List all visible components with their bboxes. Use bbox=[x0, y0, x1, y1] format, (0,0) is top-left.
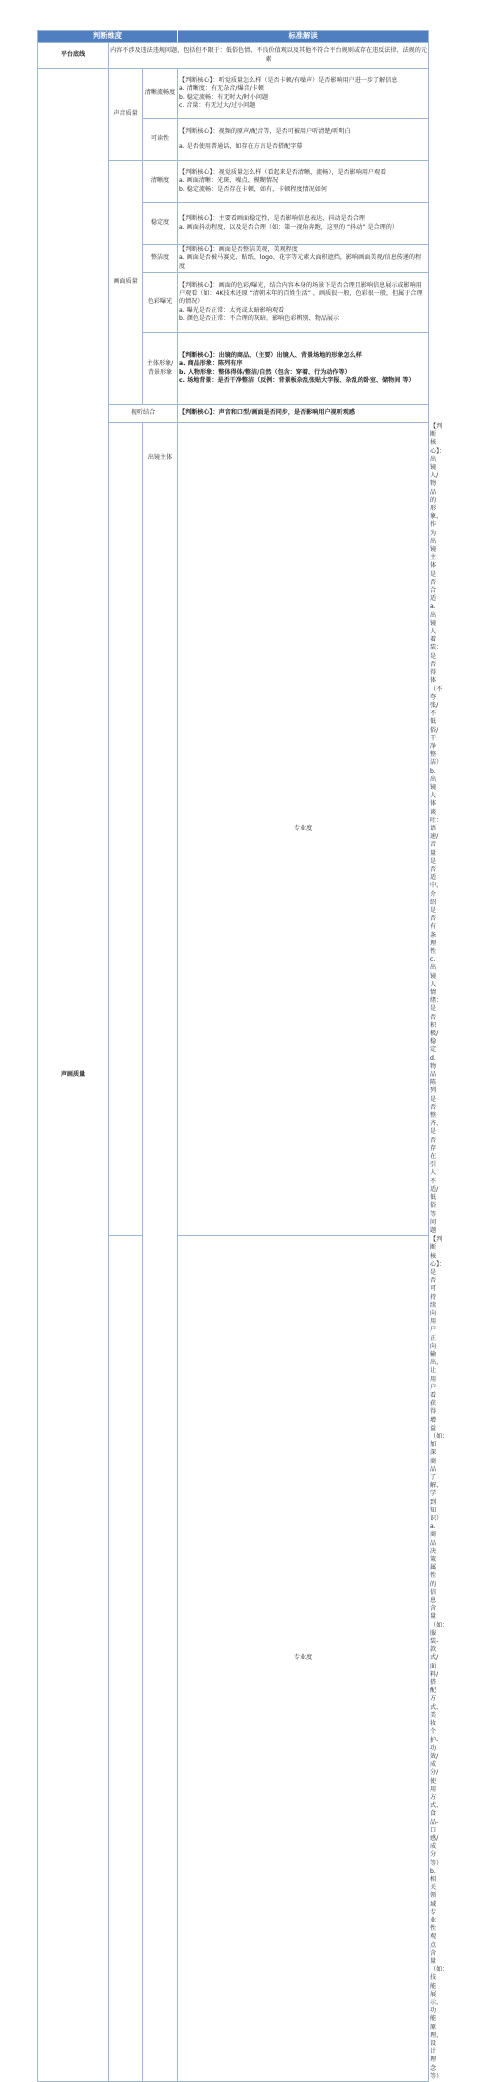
picture-subject-label: 主体形象/背景形象 bbox=[143, 333, 178, 405]
row-bottomline bbox=[38, 43, 429, 69]
text-line: b. 稳定流畅：是否存在卡顿，如有，卡顿程度情况如何 bbox=[179, 185, 327, 193]
text-line: 【判断核心】：视频的原声/配音等，是否可被用户听清楚/听明白 bbox=[179, 128, 351, 136]
evaluation-table bbox=[37, 30, 449, 2082]
header-dimension: 判断维度 bbox=[38, 31, 178, 43]
picture-subject-desc bbox=[178, 333, 429, 405]
sound-quality-label: 声音质量 bbox=[109, 69, 143, 161]
text-line: a. 画面清晰：光斑、噪点、模糊情况 bbox=[179, 177, 279, 185]
picture-cleanliness-desc bbox=[178, 245, 429, 273]
bottomline-text: 内容不涉及违法违规问题，包括但不限于：低俗色情、不良价值观以及其他不符合平台规则或存在违反法律、法规的元素 bbox=[109, 43, 429, 69]
sound-clarity-desc bbox=[178, 69, 429, 119]
text-line: b. 颜色是否正常：不合理的灰暗，影响色彩辨别、物品展示 bbox=[179, 314, 340, 322]
picture-stability-label: 稳定度 bbox=[143, 203, 178, 245]
presenter-spacer-2 bbox=[109, 1236, 143, 2082]
header-row bbox=[38, 31, 429, 43]
text-line: c. 场地背景：是否干净整洁（反例：背景板杂乱张贴大字报、杂乱的卧室、储物间 等） bbox=[179, 376, 415, 384]
text-line: 【判断核心】：主要看画面稳定性，是否影响信息表达，抖动是否合理 bbox=[179, 215, 365, 223]
text-line: a. 画面抖动程度，以及是否合理（如：第一视角奔跑，这里的 “抖动” 是合理的） bbox=[179, 223, 398, 231]
row-presenter-pro2: 专业度 【判断核心】：是否可持续向用户正向输出，让用户看获得增益（如：加深商品了解、学到知识） a.商品决策属性的信息含量（如：服装-款式/面料/搭配方式、美妆个护-功效/成分/使用方式、食品-口感/成分 等） b.相关领域专业性观点含量（如：技能展示、功能原理、设计理念 等） bbox=[38, 1236, 429, 2082]
sound-clarity-label: 清晰流畅度 bbox=[143, 69, 178, 119]
av-quality-label: 声画质量 bbox=[38, 69, 109, 2082]
picture-cleanliness-label: 整洁度 bbox=[143, 245, 178, 273]
text-line: 【判断核心】：视觉质量怎么样（看起来是否清晰、流畅），是否影响用户观看 bbox=[179, 169, 387, 177]
picture-color-desc bbox=[178, 273, 429, 333]
picture-color-label: 色彩曝光 bbox=[143, 273, 178, 333]
text-line: 【判断核心】：听觉质量怎么样（是否卡顿/有噪声）是否影响用户进一步了解信息 bbox=[179, 77, 398, 85]
text-line: c. 音量：有无过大/过小问题 bbox=[179, 101, 256, 109]
bottomline-label: 平台底线 bbox=[38, 43, 109, 69]
row-sound-clarity bbox=[38, 69, 429, 119]
text-line: b. 稳定流畅：有无时大/时小问题 bbox=[179, 93, 269, 101]
text-line: b. 人物形象：整体得体/整洁/自然（包含：穿着、行为动作等） bbox=[179, 368, 351, 376]
text-line: a. 画面是否被马赛克、贴纸、logo、花字等元素大面积遮挡，影响画面美观/信息传递的程度 bbox=[179, 254, 422, 270]
text-line: a. 清晰度：有无杂音/爆音/卡顿 bbox=[179, 85, 264, 93]
combo-desc: 【判断核心】：声音和口型/画面是否同步，是否影响用户视听观感 bbox=[178, 405, 429, 423]
text-line: a. 是否使用普通话，如存在方言是否搭配字幕 bbox=[179, 142, 303, 150]
picture-clarity-label: 清晰度 bbox=[143, 161, 178, 203]
header-interpretation: 标准解读 bbox=[178, 31, 429, 43]
text-line: a. 商品形象：陈列有序 bbox=[179, 360, 243, 368]
row-presenter-pro1: 出镜主体 专业度 【判断核心】：出镜人/物品的形象，作为出镜主体是否合适 a.出镜人着装：是否得体（不夸张/不低俗/干净整洁） b.出镜人体谈吐：语速/音量是否适中，介绍是否有条理性 c.出镜人情绪：是否积极/稳定 d.物品陈列是否整齐，是否存在引人不适/低俗等问题 bbox=[38, 423, 429, 1236]
combo-label: 视听结合 bbox=[109, 405, 178, 423]
text-line: a. 曝光是否正常：太亮或太暗影响观看 bbox=[179, 306, 285, 314]
presenter-pro1-label: 专业度 bbox=[178, 423, 429, 1236]
picture-stability-desc bbox=[178, 203, 429, 245]
presenter-pro2-label: 专业度 bbox=[178, 1236, 429, 2082]
text-line: 【判断核心】：画面的色彩/曝光，结合内容本身的场景下是否合理且影响信息展示或影响用户观看（如：4K技术还原 “清朝末年的百姓生活” ，画质很一般，色彩很一般，但属于合理的情况） bbox=[179, 281, 423, 306]
text-line: 【判断核心】：画面是否整洁美观，美观程度 bbox=[179, 246, 298, 254]
picture-quality-label: 画面质量 bbox=[109, 161, 143, 405]
sound-audibility-label: 可读性 bbox=[143, 119, 178, 161]
text-line: 【判断核心】：出镜的商品、（主要）出镜人、背景场地的形象怎么样 bbox=[179, 352, 362, 360]
presenter-spacer bbox=[109, 423, 143, 1236]
picture-clarity-desc bbox=[178, 161, 429, 203]
presenter-label: 出镜主体 bbox=[143, 423, 178, 2082]
sound-audibility-desc bbox=[178, 119, 429, 161]
